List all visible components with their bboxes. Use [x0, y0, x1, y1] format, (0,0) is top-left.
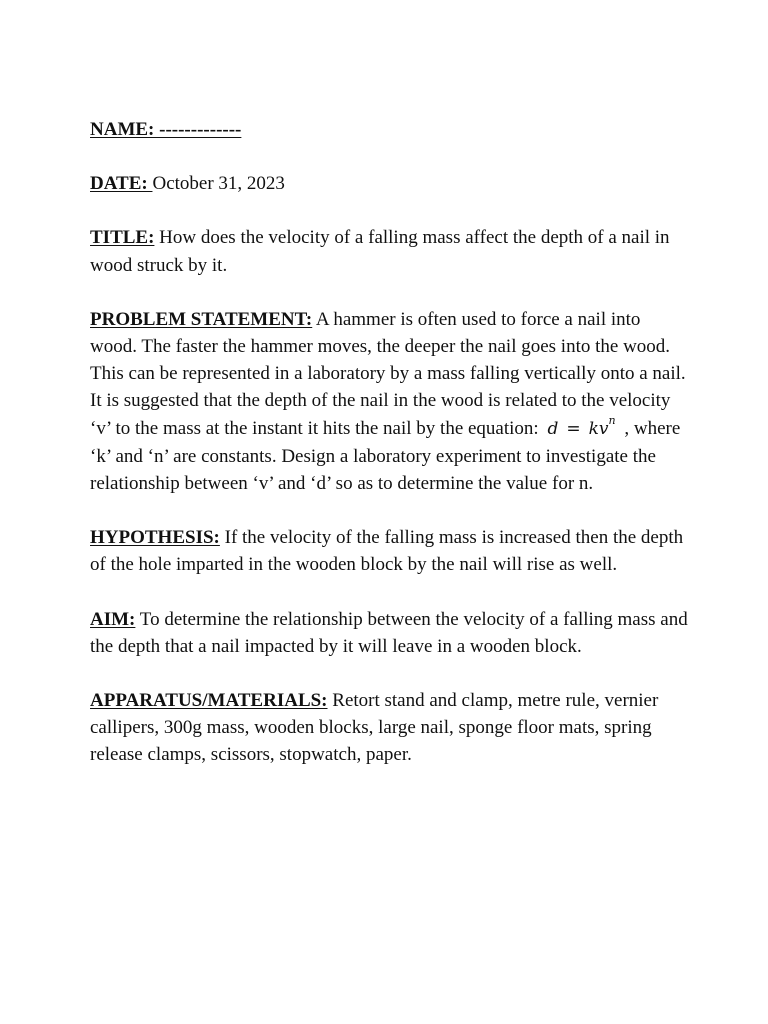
name-line [90, 116, 690, 143]
problem-statement-text-before: A hammer is often used to force a nail into wood. The faster the hammer moves, the deeper the nail goes into the wood. This can be represented in a laboratory by a mass falling vertically onto a nail. It is suggested that the depth of the nail in the wood is related to the velocity ‘v’ to the mass at the instant it hits the nail by the equation: [90, 308, 686, 439]
apparatus-section [90, 687, 690, 769]
equation-operator: = [566, 418, 581, 439]
equation-lhs: d [547, 418, 559, 439]
title-section [90, 224, 690, 278]
problem-statement-label: PROBLEM STATEMENT: [90, 308, 313, 330]
date-line [90, 170, 690, 197]
name-label: NAME: ------------- [90, 119, 242, 140]
problem-statement-text-after: , where ‘k’ and ‘n’ are constants. Design a laboratory experiment to investigate the relationship between ‘v’ and ‘d’ so as to determine the value for n. [90, 417, 681, 495]
aim-text: To determine the relationship between the velocity of a falling mass and the depth that a nail impacted by it will leave in a wooden block. [90, 608, 688, 657]
date-value: October 31, 2023 [152, 173, 285, 195]
problem-statement-section [90, 306, 690, 497]
title-text: How does the velocity of a falling mass affect the depth of a nail in wood struck by it. [90, 227, 670, 276]
hypothesis-text: If the velocity of the falling mass is increased then the depth of the hole imparted in the wooden block by the nail will rise as well. [90, 527, 684, 576]
aim-label: AIM: [90, 608, 136, 630]
lab-report-page [90, 116, 690, 796]
apparatus-text: Retort stand and clamp, metre rule, vernier callipers, 300g mass, wooden blocks, large nail, sponge floor mats, spring release clamps, scissors, stopwatch, paper. [90, 690, 659, 766]
title-label: TITLE: [90, 227, 155, 249]
equation-rhs: kv [588, 418, 609, 439]
aim-section [90, 606, 690, 660]
hypothesis-section [90, 524, 690, 578]
date-label: DATE: [90, 173, 153, 195]
equation [543, 413, 619, 439]
equation-exponent: n [608, 413, 616, 427]
hypothesis-label: HYPOTHESIS: [90, 527, 220, 549]
apparatus-label: APPARATUS/MATERIALS: [90, 690, 328, 712]
